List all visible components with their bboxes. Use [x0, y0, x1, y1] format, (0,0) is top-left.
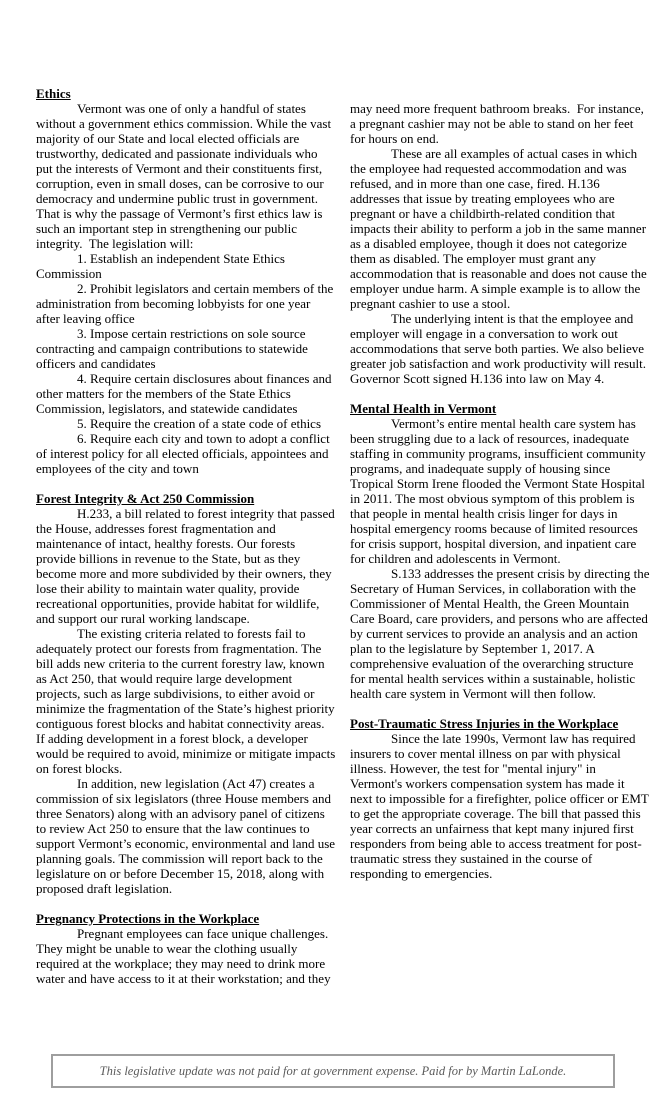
right-column: [350, 86, 653, 986]
ethics-intro-paragraph: Vermont was one of only a handful of states without a government ethics commission. While the vast majority of our State and local elected officials are trustworthy, dedicated and passionate individuals who put the interests of Vermont and their constituents first, corruption, even in small doses, can be corrosive to our democracy and undermine public trust in government. That is why the passage of Vermont’s first ethics law is such an important step in strengthening our public integrity. The legislation will:: [36, 101, 335, 251]
section-heading-forest-integrity: Forest Integrity & Act 250 Commission: [36, 491, 255, 506]
section-heading-mental-health: Mental Health in Vermont: [350, 401, 497, 416]
footer-disclaimer-text: This legislative update was not paid for at government expense. Paid for by Martin LaLonde.: [99, 1063, 567, 1078]
ethics-list-item-6: 6. Require each city and town to adopt a conflict of interest policy for all elected officials, appointees and employees of the city and town: [36, 431, 333, 476]
ethics-list-item-4: 4. Require certain disclosures about finances and other matters for the members of the State Ethics Commission, legislators, and statewide candidates: [36, 371, 335, 416]
pregnancy-paragraph-2: These are all examples of actual cases in which the employee had requested accommodation and was refused, and in more than one case, fired. H.136 addresses that issue by treating employees who are pregnant or have a childbirth-related condition that impacts their ability to perform a job in the same manner as a disabled employee, though it does not categorize them as disabled. The employer must grant any accommodation that is reasonable and does not cause the employer undue harm. A simple example is to allow the pregnant cashier to use a stool.: [350, 146, 650, 311]
forest-paragraph-1: H.233, a bill related to forest integrity that passed the House, addresses forest fragmentation and maintenance of intact, healthy forests. Our forests provide billions in revenue to the State, but as they become more and more subdivided by their owners, they lose their ability to maintain water quality, provide recreational opportunities, provide habitat for wildlife, and support our rural working landscape.: [36, 506, 339, 626]
pregnancy-continuation-paragraph: may need more frequent bathroom breaks. For instance, a pregnant cashier may not be able to stand on her feet for hours on end.: [350, 101, 648, 146]
left-column: [36, 86, 339, 986]
ethics-list-item-5: 5. Require the creation of a state code of ethics: [77, 416, 322, 431]
mental-health-paragraph-1: Vermont’s entire mental health care system has been struggling due to a lack of resources, inadequate staffing in community programs, insufficient community programs, and inadequate supply of housing since Tropical Storm Irene flooded the Vermont State Hospital in 2011. The most obvious symptom of this problem is that people in mental health crisis linger for days in hospital emergency rooms because of limited resources for crisis support, hospital diversion, and inpatient care for children and adolescents in Vermont.: [350, 416, 649, 566]
section-heading-ethics: Ethics: [36, 86, 71, 101]
ethics-list-item-1: 1. Establish an independent State Ethics Commission: [36, 251, 289, 281]
pregnancy-paragraph-3: The underlying intent is that the employee and employer will engage in a conversation to work out accommodations that serve both parties. We also believe greater job satisfaction and work productivity will result. Governor Scott signed H.136 into law on May 4.: [350, 311, 650, 386]
section-heading-pregnancy-protections: Pregnancy Protections in the Workplace: [36, 911, 260, 926]
forest-paragraph-3: In addition, new legislation (Act 47) creates a commission of six legislators (three House members and three Senators) along with an advisory panel of citizens to review Act 250 to ensure that the law continues to support Vermont’s economic, environmental and land use planning goals. The commission will report back to the legislature on or before December 15, 2018, along with proposed draft legislation.: [36, 776, 339, 896]
section-heading-ptsd-workplace: Post-Traumatic Stress Injuries in the Workplace: [350, 716, 619, 731]
forest-paragraph-2: The existing criteria related to forests fail to adequately protect our forests from fragmentation. The bill adds new criteria to the current forestry law, known as Act 250, that would require large development projects, such as large subdivisions, to either avoid or minimize the fragmentation of the State’s highest priority contiguous forest blocks and habitat connectivity areas. If adding development in a forest block, a developer would be required to avoid, minimize or mitigate impacts on forest blocks.: [36, 626, 339, 776]
pregnancy-paragraph-1: Pregnant employees can face unique challenges. They might be unable to wear the clothing usually required at the workplace; they may need to drink more water and have access to it at their workstation; and they: [36, 926, 332, 986]
ptsd-paragraph-1: Since the late 1990s, Vermont law has required insurers to cover mental illness on par with physical illness. However, the test for "mental injury" in Vermont's workers compensation system has made it next to impossible for a firefighter, police officer or EMT to get the appropriate coverage. The bill that passed this year corrects an unfairness that kept many injured first responders from being able to access treatment for post-traumatic stress they sustained in the course of responding to emergencies.: [350, 731, 652, 881]
ethics-list-item-3: 3. Impose certain restrictions on sole source contracting and campaign contributions to statewide officers and candidates: [36, 326, 312, 371]
mental-health-paragraph-2: S.133 addresses the present crisis by directing the Secretary of Human Services, in collaboration with the Commissioner of Mental Health, the Green Mountain Care Board, care providers, and persons who are affected by current services to provide an analysis and an action plan to the legislature by September 1, 2017. A comprehensive evaluation of the overarching structure for mental health services within a sustainable, holistic health care system in Vermont will then follow.: [350, 566, 653, 701]
footer-disclaimer-box: [51, 1054, 615, 1088]
ethics-list-item-2: 2. Prohibit legislators and certain members of the administration from becoming lobbyists for one year after leaving office: [36, 281, 337, 326]
